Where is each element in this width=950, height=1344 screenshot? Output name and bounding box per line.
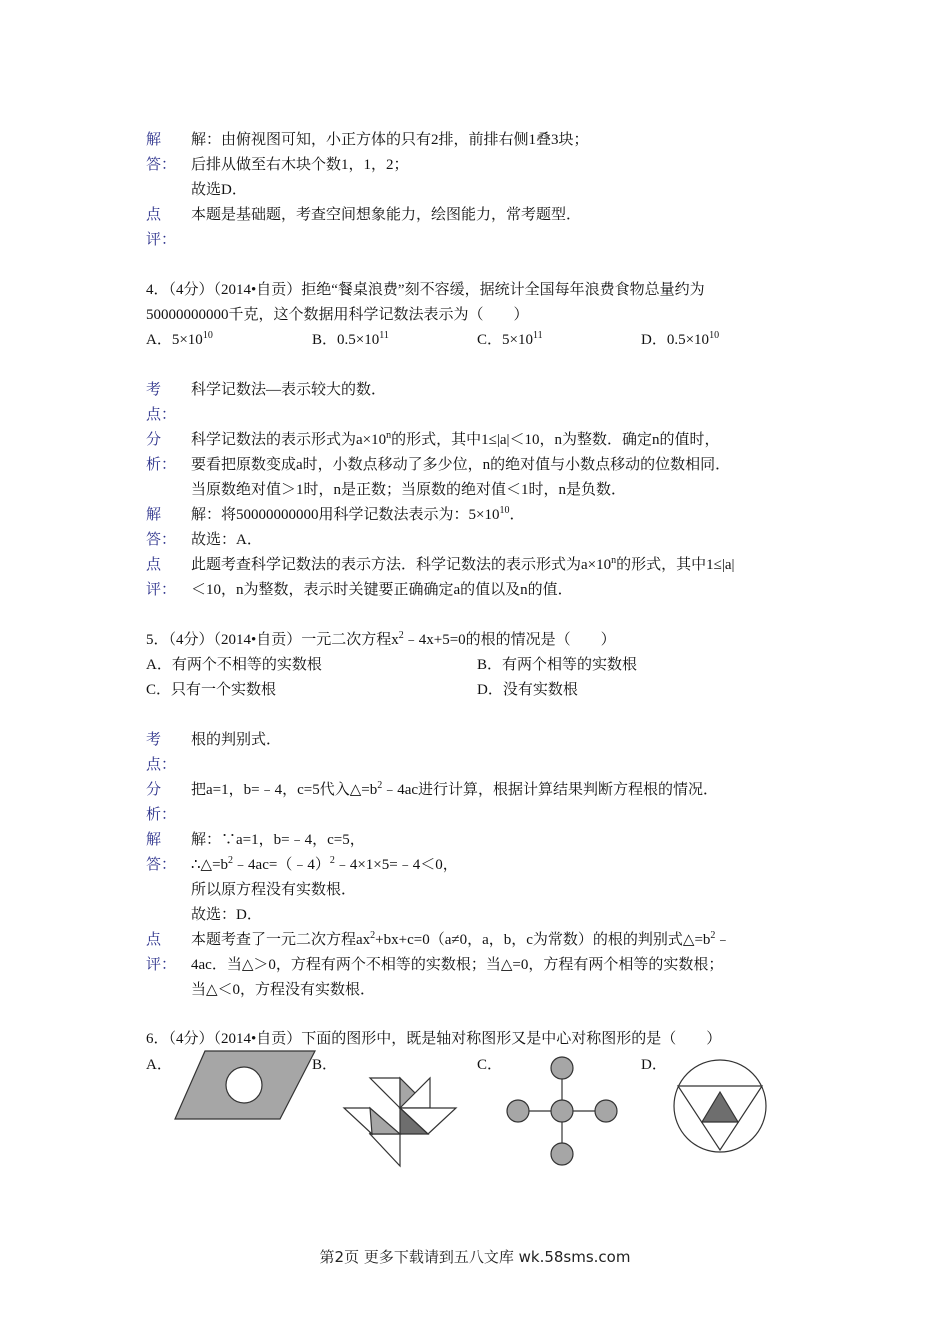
q6-figure-b-pinwheel[interactable] <box>340 1074 460 1168</box>
q4-option-a[interactable]: A．$5\times 10^{10}$ <box>146 330 213 348</box>
ping-label: 评： <box>146 957 177 973</box>
q4-analysis-line-2: 要看把原数变成a时，小数点移动了多少位，n的绝对值与小数点移动的位数相同． <box>191 457 731 473</box>
q6-figure-d-circle-triangles[interactable] <box>670 1056 770 1156</box>
kao-dian-label: 点： <box>146 407 177 423</box>
da-label: 答： <box>146 157 177 173</box>
ping-label: 评： <box>146 582 177 598</box>
prev-answer-line-2: 后排从做至右木块个数1，1，2； <box>191 157 409 173</box>
prev-answer-line-1: 解：由俯视图可知，小正方体的只有2排，前排右侧1叠3块； <box>191 132 589 148</box>
dian-label: 点 <box>146 207 162 223</box>
q5-stem: 5．（4分）（2014•自贡）一元二次方程$x^2﹣4x+5=0$的根的情况是（ ） <box>146 630 616 648</box>
q5-knowledge-point: 根的判别式． <box>191 732 282 748</box>
q5-option-d[interactable]: D．没有实数根 <box>477 682 578 698</box>
q5-comment-line-1: 本题考查了一元二次方程$ax^2+bx+c=0(a\ne 0$，a，b，c为常数）的根的判别式$\triangle=b^2﹣$ <box>191 930 731 948</box>
q4-answer-line-1: 解：将50000000000用科学记数法表示为：$5\times 10^{10}$． <box>191 505 525 523</box>
fen-label: 分 <box>146 432 162 448</box>
dian-label: 点 <box>146 557 162 573</box>
q5-answer-line-3: 所以原方程没有实数根． <box>191 882 357 898</box>
q4-analysis-line-3: 当原数绝对值＞1时，n是正数；当原数的绝对值＜1时，n是负数． <box>191 482 627 498</box>
fen-label: 分 <box>146 782 162 798</box>
q5-answer-line-4: 故选：D． <box>191 907 262 923</box>
da-label: 答： <box>146 857 177 873</box>
q4-stem-line-1: 4．（4分）（2014•自贡）拒绝“餐桌浪费”刻不容缓，据统计全国每年浪费食物总量约为 <box>146 282 705 298</box>
jie-label: 解 <box>146 132 162 148</box>
jie-label: 解 <box>146 507 162 523</box>
q6-figure-a-parallelogram[interactable] <box>170 1048 320 1124</box>
q5-option-c[interactable]: C．只有一个实数根 <box>146 682 277 698</box>
q4-option-c[interactable]: C．$5\times 10^{11}$ <box>477 330 543 348</box>
q6-option-a-label[interactable]: A． <box>146 1057 172 1073</box>
jie-label: 解 <box>146 832 162 848</box>
q5-answer-line-2: $\therefore\triangle=b^2﹣4ac=(﹣4)^2﹣4\times 1\times 5=﹣4<0$， <box>191 855 458 873</box>
q4-comment-line-1: 此题考查科学记数法的表示方法．科学记数法的表示形式为$a\times 10^n$的形式，其中1≤|a| <box>191 555 735 573</box>
ping-label: 评： <box>146 232 177 248</box>
page-footer: 第2页 更多下载请到五八文库 wk.58sms.com <box>319 1248 631 1266</box>
kao-label: 考 <box>146 732 162 748</box>
q5-analysis: 把a=1，b=﹣4，c=5代入$\triangle=b^2﹣4ac$进行计算，根据计算结果判断方程根的情况． <box>191 780 719 798</box>
q6-option-b-label[interactable]: B． <box>312 1057 338 1073</box>
q4-comment-line-2: ＜10，n为整数，表示时关键要正确确定a的值以及n的值． <box>191 582 573 598</box>
q4-analysis-line-1: 科学记数法的表示形式为$a\times 10^n$的形式，其中1≤|a|＜10，n为整数．确定n的值时， <box>191 430 720 448</box>
q5-option-b[interactable]: B．有两个相等的实数根 <box>477 657 638 673</box>
q5-option-a[interactable]: A．有两个不相等的实数根 <box>146 657 322 673</box>
prev-comment: 本题是基础题，考查空间想象能力，绘图能力，常考题型． <box>191 207 582 223</box>
q6-figure-c-circle-cross[interactable] <box>500 1050 626 1170</box>
q4-stem-line-2: 50000000000千克，这个数据用科学记数法表示为（ ） <box>146 307 529 323</box>
q4-answer-line-2: 故选：A． <box>191 532 262 548</box>
q4-knowledge-point: 科学记数法—表示较大的数． <box>191 382 387 398</box>
q5-answer-line-1: 解：∵a=1，b=﹣4，c=5， <box>191 832 365 848</box>
q4-option-b[interactable]: B．$0.5\times 10^{11}$ <box>312 330 389 348</box>
q4-option-d[interactable]: D．$0.5\times 10^{10}$ <box>641 330 720 348</box>
dian-label: 点 <box>146 932 162 948</box>
q5-comment-line-2: 4ac．当△＞0，方程有两个不相等的实数根；当△=0，方程有两个相等的实数根； <box>191 957 724 973</box>
da-label: 答： <box>146 532 177 548</box>
q6-stem: 6．（4分）（2014•自贡）下面的图形中，既是轴对称图形又是中心对称图形的是（ ） <box>146 1031 722 1047</box>
q6-option-c-label[interactable]: C． <box>477 1057 503 1073</box>
q6-option-d-label[interactable]: D． <box>641 1057 667 1073</box>
kao-dian-label: 点： <box>146 757 177 773</box>
prev-answer-line-3: 故选D． <box>191 182 247 198</box>
q5-comment-line-3: 当△＜0，方程没有实数根． <box>191 982 376 998</box>
xi-label: 析： <box>146 457 177 473</box>
kao-label: 考 <box>146 382 162 398</box>
xi-label: 析： <box>146 807 177 823</box>
